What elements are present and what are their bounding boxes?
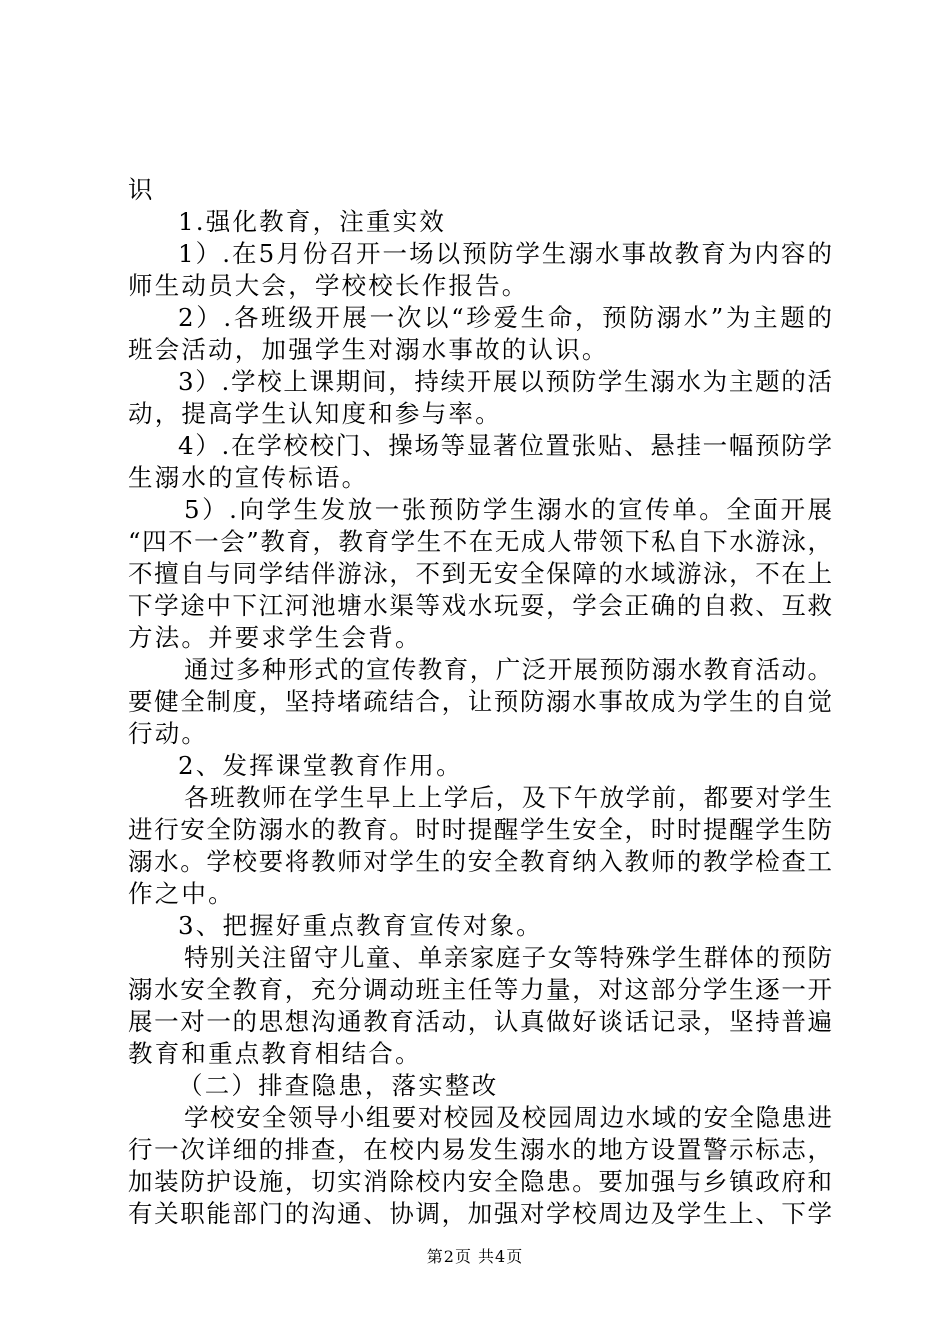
text-line: 溺水安全教育，充分调动班主任等力量，对这部分学生逐一开 xyxy=(128,975,832,1004)
text-line: 加装防护设施，切实消除校内安全隐患。要加强与乡镇政府和 xyxy=(128,1167,832,1196)
text-line: 4）.在学校校门、操场等显著位置张贴、悬挂一幅预防学 xyxy=(178,431,832,460)
text-line: 动，提高学生认知度和参与率。 xyxy=(128,399,502,428)
text-line: “四不一会”教育，教育学生不在无成人带领下私自下水游泳， xyxy=(128,527,832,556)
text-line: 各班教师在学生早上上学后，及下午放学前，都要对学生 xyxy=(184,783,832,812)
text-line: 行一次详细的排查，在校内易发生溺水的地方设置警示标志， xyxy=(128,1135,832,1164)
section-heading: 3、把握好重点教育宣传对象。 xyxy=(178,911,543,940)
text-line: 学校安全领导小组要对校园及校园周边水域的安全隐患进 xyxy=(184,1103,832,1132)
text-line: 教育和重点教育相结合。 xyxy=(128,1039,422,1068)
text-line: 下学途中下江河池塘水渠等戏水玩耍，学会正确的自救、互救 xyxy=(128,591,832,620)
text-line: 师生动员大会，学校校长作报告。 xyxy=(128,271,529,300)
text-line: 3）.学校上课期间，持续开展以预防学生溺水为主题的活 xyxy=(178,367,832,396)
text-line: 5）.向学生发放一张预防学生溺水的宣传单。全面开展 xyxy=(184,495,832,524)
text-line: 2）.各班级开展一次以“珍爱生命，预防溺水”为主题的 xyxy=(178,303,832,332)
section-heading: 2、发挥课堂教育作用。 xyxy=(178,751,463,780)
text-line: 不擅自与同学结伴游泳，不到无安全保障的水域游泳，不在上 xyxy=(128,559,832,588)
text-line: 行动。 xyxy=(128,719,209,748)
text-line: 要健全制度，坚持堵疏结合，让预防溺水事故成为学生的自觉 xyxy=(128,687,832,716)
section-heading: 1.强化教育，注重实效 xyxy=(178,207,447,236)
text-line: 班会活动，加强学生对溺水事故的认识。 xyxy=(128,335,609,364)
text-line: 特别关注留守儿童、单亲家庭子女等特殊学生群体的预防 xyxy=(184,943,832,972)
text-line: 有关职能部门的沟通、协调，加强对学校周边及学生上、下学 xyxy=(128,1199,832,1228)
text-line: 生溺水的宣传标语。 xyxy=(128,463,369,492)
text-line: 通过多种形式的宣传教育，广泛开展预防溺水教育活动。 xyxy=(184,655,832,684)
section-heading: （二）排查隐患，落实整改 xyxy=(178,1071,499,1100)
text-line: 溺水。学校要将教师对学生的安全教育纳入教师的教学检查工 xyxy=(128,847,832,876)
text-line: 展一对一的思想沟通教育活动，认真做好谈话记录，坚持普遍 xyxy=(128,1007,832,1036)
page-number-footer: 第2页 共4页 xyxy=(426,1247,524,1266)
text-line: 作之中。 xyxy=(128,879,235,908)
text-line: 1）.在5月份召开一场以预防学生溺水事故教育为内容的 xyxy=(178,239,832,268)
text-line: 方法。并要求学生会背。 xyxy=(128,623,422,652)
text-line: 进行安全防溺水的教育。时时提醒学生安全，时时提醒学生防 xyxy=(128,815,832,844)
text-line: 识 xyxy=(128,175,155,204)
